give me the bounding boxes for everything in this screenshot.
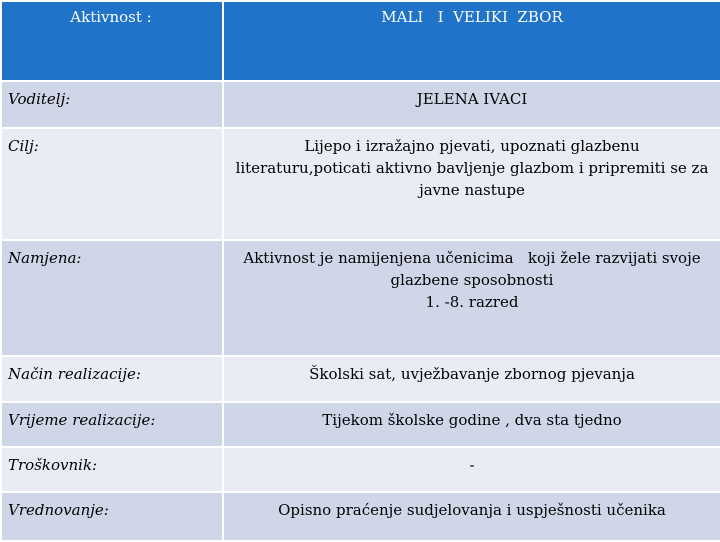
- row-label-nacin-realizacije: Način realizacije:: [1, 356, 223, 402]
- namjena-line: Aktivnost je namijenjena učenicima koji žele razvijati svoje: [243, 249, 701, 267]
- cilj-line: Lijepo i izražajno pjevati, upoznati glazbenu: [304, 137, 640, 155]
- activity-title: MALI I VELIKI ZBOR: [223, 1, 720, 81]
- cilj-line: literaturu,poticati aktivno bavljenje glazbom i pripremiti se za: [235, 159, 709, 177]
- row-value-namjena: [223, 240, 720, 356]
- row-label-voditelj: Voditelj:: [1, 81, 223, 128]
- table-row: [1, 240, 720, 356]
- namjena-line: glazbene sposobnosti: [390, 271, 554, 289]
- row-value-voditelj: JELENA IVACI: [223, 81, 720, 128]
- table-row: [1, 402, 720, 447]
- table-row: [1, 81, 720, 128]
- table-row: [1, 128, 720, 240]
- row-label-vrednovanje: Vrednovanje:: [1, 492, 223, 541]
- row-label-vrijeme-realizacije: Vrijeme realizacije:: [1, 402, 223, 447]
- header-row: [1, 1, 720, 81]
- row-label-namjena: Namjena:: [1, 240, 223, 356]
- row-value-cilj: [223, 128, 720, 240]
- row-value-troskovnik: -: [223, 447, 720, 492]
- row-value-vrijeme-realizacije: Tijekom školske godine , dva sta tjedno: [223, 402, 720, 447]
- row-label-cilj: Cilj:: [1, 128, 223, 240]
- table-row: [1, 447, 720, 492]
- row-value-nacin-realizacije: Školski sat, uvježbavanje zbornog pjevanja: [223, 356, 720, 402]
- cilj-line: javne nastupe: [419, 181, 525, 199]
- table-row: [1, 356, 720, 402]
- header-label: Aktivnost :: [1, 1, 223, 81]
- row-label-troskovnik: Troškovnik:: [1, 447, 223, 492]
- row-value-vrednovanje: Opisno praćenje sudjelovanja i uspješnosti učenika: [223, 492, 720, 541]
- namjena-line: 1. -8. razred: [425, 293, 519, 311]
- table-row: [1, 492, 720, 541]
